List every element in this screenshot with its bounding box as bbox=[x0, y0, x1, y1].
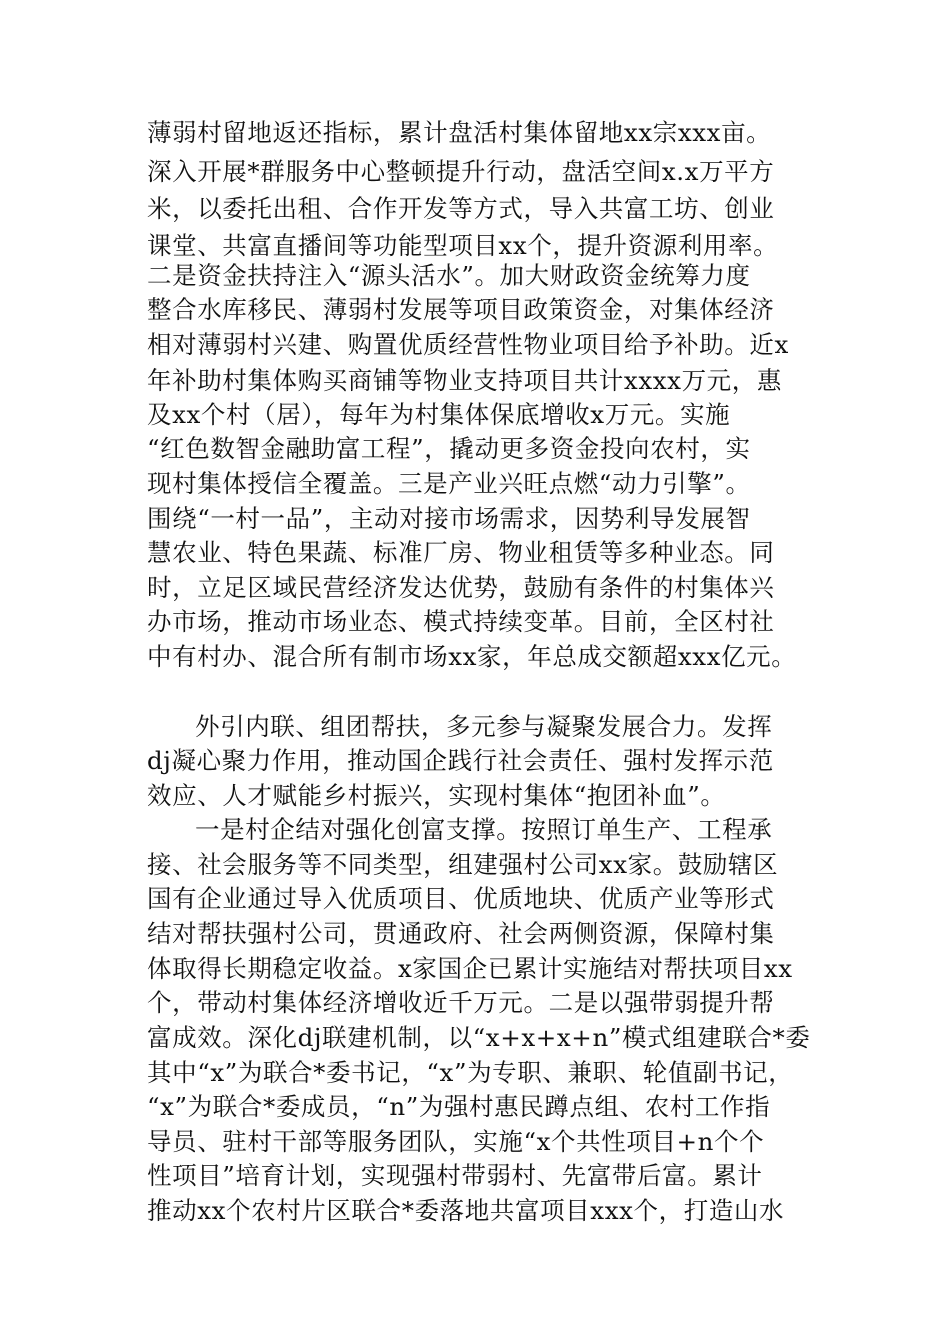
text-line: “红色数智金融助富工程”，撬动更多资金投向农村，实 bbox=[147, 434, 751, 463]
text-line: 慧农业、特色果蔬、标准厂房、物业租赁等多种业态。同 bbox=[147, 538, 775, 567]
text-line: 体取得长期稳定收益。x家国企已累计实施结对帮扶项目xx bbox=[147, 954, 793, 983]
text-line: 现村集体授信全覆盖。三是产业兴旺点燃“动力引擎”。 bbox=[147, 469, 751, 498]
text-line: dj凝心聚力作用，推动国企践行社会责任、强村发挥示范 bbox=[147, 746, 774, 775]
text-line: 富成效。深化dj联建机制，以“x+x+x+n”模式组建联合*委 bbox=[147, 1023, 811, 1052]
text-line: 接、社会服务等不同类型，组建强村公司xx家。鼓励辖区 bbox=[147, 850, 779, 879]
text-line: 推动xx个农村片区联合*委落地共富项目xxx个，打造山水 bbox=[147, 1196, 785, 1225]
text-line: 效应、人才赋能乡村振兴，实现村集体“抱团补血”。 bbox=[147, 781, 726, 810]
paragraph-first-line: 外引内联、组团帮扶，多元参与凝聚发展合力。发挥 bbox=[195, 712, 773, 741]
text-line: 其中“x”为联合*委书记，“x”为专职、兼职、轮值副书记， bbox=[147, 1058, 794, 1087]
paragraph-first-line: 一是村企结对强化创富支撑。按照订单生产、工程承 bbox=[195, 815, 773, 844]
text-line: 个，带动村集体经济增收近千万元。二是以强带弱提升帮 bbox=[147, 988, 775, 1017]
text-line: 及xx个村（居），每年为村集体保底增收x万元。实施 bbox=[147, 400, 731, 429]
text-line: 办市场，推动市场业态、模式持续变革。目前，全区村社 bbox=[147, 607, 775, 636]
text-line: 深入开展*群服务中心整顿提升行动，盘活空间x.x万平方 bbox=[147, 157, 775, 186]
text-line: 导员、驻村干部等服务团队，实施“x个共性项目+n个个 bbox=[147, 1127, 765, 1156]
text-line: 二是资金扶持注入“源头活水”。加大财政资金统筹力度 bbox=[147, 261, 751, 290]
text-line: 年补助村集体购买商铺等物业支持项目共计xxxx万元，惠 bbox=[147, 366, 782, 395]
text-line: 围绕“一村一品”，主动对接市场需求，因势利导发展智 bbox=[147, 504, 751, 533]
text-line: 相对薄弱村兴建、购置优质经营性物业项目给予补助。近x bbox=[147, 330, 789, 359]
text-line: 结对帮扶强村公司，贯通政府、社会两侧资源，保障村集 bbox=[147, 919, 775, 948]
text-line: 整合水库移民、薄弱村发展等项目政策资金，对集体经济 bbox=[147, 295, 775, 324]
text-line: 时，立足区域民营经济发达优势，鼓励有条件的村集体兴 bbox=[147, 573, 775, 602]
text-line: 课堂、共富直播间等功能型项目xx个，提升资源利用率。 bbox=[147, 231, 779, 260]
text-line: 中有村办、混合所有制市场xx家，年总成交额超xxx亿元。 bbox=[147, 642, 797, 671]
text-line: 薄弱村留地返还指标，累计盘活村集体留地xx宗xxx亩。 bbox=[147, 118, 772, 147]
text-line: “x”为联合*委成员，“n”为强村惠民蹲点组、农村工作指 bbox=[147, 1092, 771, 1121]
text-line: 米，以委托出租、合作开发等方式，导入共富工坊、创业 bbox=[147, 194, 775, 223]
text-line: 国有企业通过导入优质项目、优质地块、优质产业等形式 bbox=[147, 884, 775, 913]
text-line: 性项目”培育计划，实现强村带弱村、先富带后富。累计 bbox=[147, 1161, 763, 1190]
